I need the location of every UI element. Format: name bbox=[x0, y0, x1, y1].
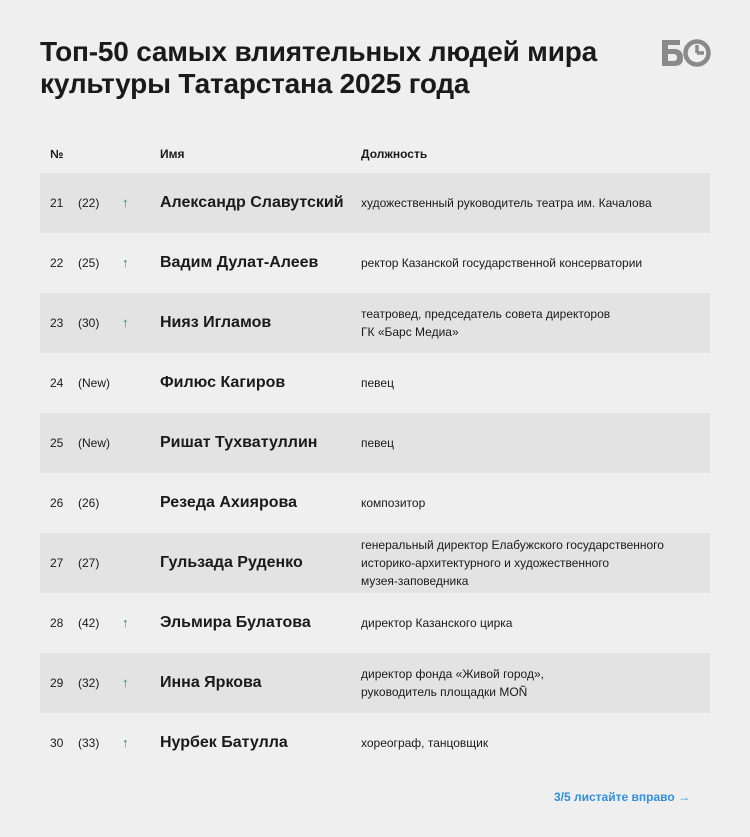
person-position bbox=[361, 593, 706, 653]
up-arrow-icon: ↑ bbox=[122, 315, 129, 330]
person-position bbox=[361, 233, 706, 293]
table-row bbox=[40, 413, 710, 473]
person-position bbox=[361, 353, 706, 413]
rank-number: 21 bbox=[50, 196, 64, 210]
person-position bbox=[361, 713, 706, 773]
column-header-name: Имя bbox=[160, 147, 185, 161]
rank-number: 25 bbox=[50, 436, 64, 450]
person-name: Филюс Кагиров bbox=[160, 374, 286, 391]
person-position bbox=[361, 653, 706, 713]
person-name: Гульзада Руденко bbox=[160, 554, 303, 571]
person-name: Резеда Ахиярова bbox=[160, 494, 298, 511]
rank-number: 24 bbox=[50, 376, 64, 390]
table-row bbox=[40, 173, 710, 233]
position-text: художественный руководитель театра им. Качалова bbox=[361, 196, 652, 210]
table-row bbox=[40, 293, 710, 353]
position-text: певец bbox=[361, 436, 394, 450]
table-row bbox=[40, 233, 710, 293]
column-header-num: № bbox=[50, 147, 64, 161]
previous-rank: (42) bbox=[78, 616, 100, 630]
position-text: ректор Казанской государственной консерватории bbox=[361, 256, 643, 270]
person-name: Ришат Тухватуллин bbox=[160, 434, 318, 451]
table-header bbox=[40, 145, 710, 163]
column-header-position: Должность bbox=[361, 147, 428, 161]
rank-number: 26 bbox=[50, 496, 64, 510]
previous-rank: (22) bbox=[78, 196, 100, 210]
position-text: директор Казанского цирка bbox=[361, 616, 513, 630]
previous-rank: (33) bbox=[78, 736, 100, 750]
previous-rank: (32) bbox=[78, 676, 100, 690]
person-name: Эльмира Булатова bbox=[160, 614, 311, 631]
page-title: Топ-50 самых влиятельных людей мира культуры Татарстана 2025 года bbox=[40, 36, 597, 99]
table-row bbox=[40, 653, 710, 713]
rank-number: 22 bbox=[50, 256, 64, 270]
person-position bbox=[361, 473, 706, 533]
up-arrow-icon: ↑ bbox=[122, 675, 129, 690]
table-row bbox=[40, 593, 710, 653]
up-arrow-icon: ↑ bbox=[122, 735, 129, 750]
bo-logo-icon bbox=[660, 38, 712, 68]
person-name: Инна Яркова bbox=[160, 674, 262, 691]
up-arrow-icon: ↑ bbox=[122, 255, 129, 270]
person-name: Вадим Дулат-Алеев bbox=[160, 254, 319, 271]
previous-rank: (26) bbox=[78, 496, 100, 510]
rank-number: 29 bbox=[50, 676, 64, 690]
rank-number: 27 bbox=[50, 556, 64, 570]
person-name: Александр Славутский bbox=[160, 194, 344, 211]
ranking-table bbox=[40, 173, 710, 773]
rank-number: 28 bbox=[50, 616, 64, 630]
position-text: хореограф, танцовщик bbox=[361, 736, 489, 750]
position-text: директор фонда «Живой город», руководитель площадки МОÑ bbox=[361, 667, 544, 699]
up-arrow-icon: ↑ bbox=[122, 615, 129, 630]
person-position bbox=[361, 173, 706, 233]
person-name: Нурбек Батулла bbox=[160, 734, 288, 751]
person-position bbox=[361, 533, 706, 593]
previous-rank: (New) bbox=[78, 376, 110, 390]
position-text: певец bbox=[361, 376, 394, 390]
position-text: композитор bbox=[361, 496, 426, 510]
position-text: генеральный директор Елабужского государственного историко-архитектурного и художественного музея-заповедника bbox=[361, 538, 664, 588]
person-position bbox=[361, 293, 706, 353]
previous-rank: (25) bbox=[78, 256, 100, 270]
table-row bbox=[40, 713, 710, 773]
previous-rank: (New) bbox=[78, 436, 110, 450]
person-position bbox=[361, 413, 706, 473]
table-row bbox=[40, 533, 710, 593]
up-arrow-icon: ↑ bbox=[122, 195, 129, 210]
previous-rank: (30) bbox=[78, 316, 100, 330]
table-row bbox=[40, 473, 710, 533]
table-row bbox=[40, 353, 710, 413]
rank-number: 23 bbox=[50, 316, 64, 330]
previous-rank: (27) bbox=[78, 556, 100, 570]
rank-number: 30 bbox=[50, 736, 64, 750]
swipe-hint-link[interactable]: 3/5 листайте вправо → bbox=[553, 790, 690, 804]
position-text: театровед, председатель совета директоров ГК «Барс Медиа» bbox=[361, 307, 611, 339]
person-name: Нияз Игламов bbox=[160, 314, 272, 331]
